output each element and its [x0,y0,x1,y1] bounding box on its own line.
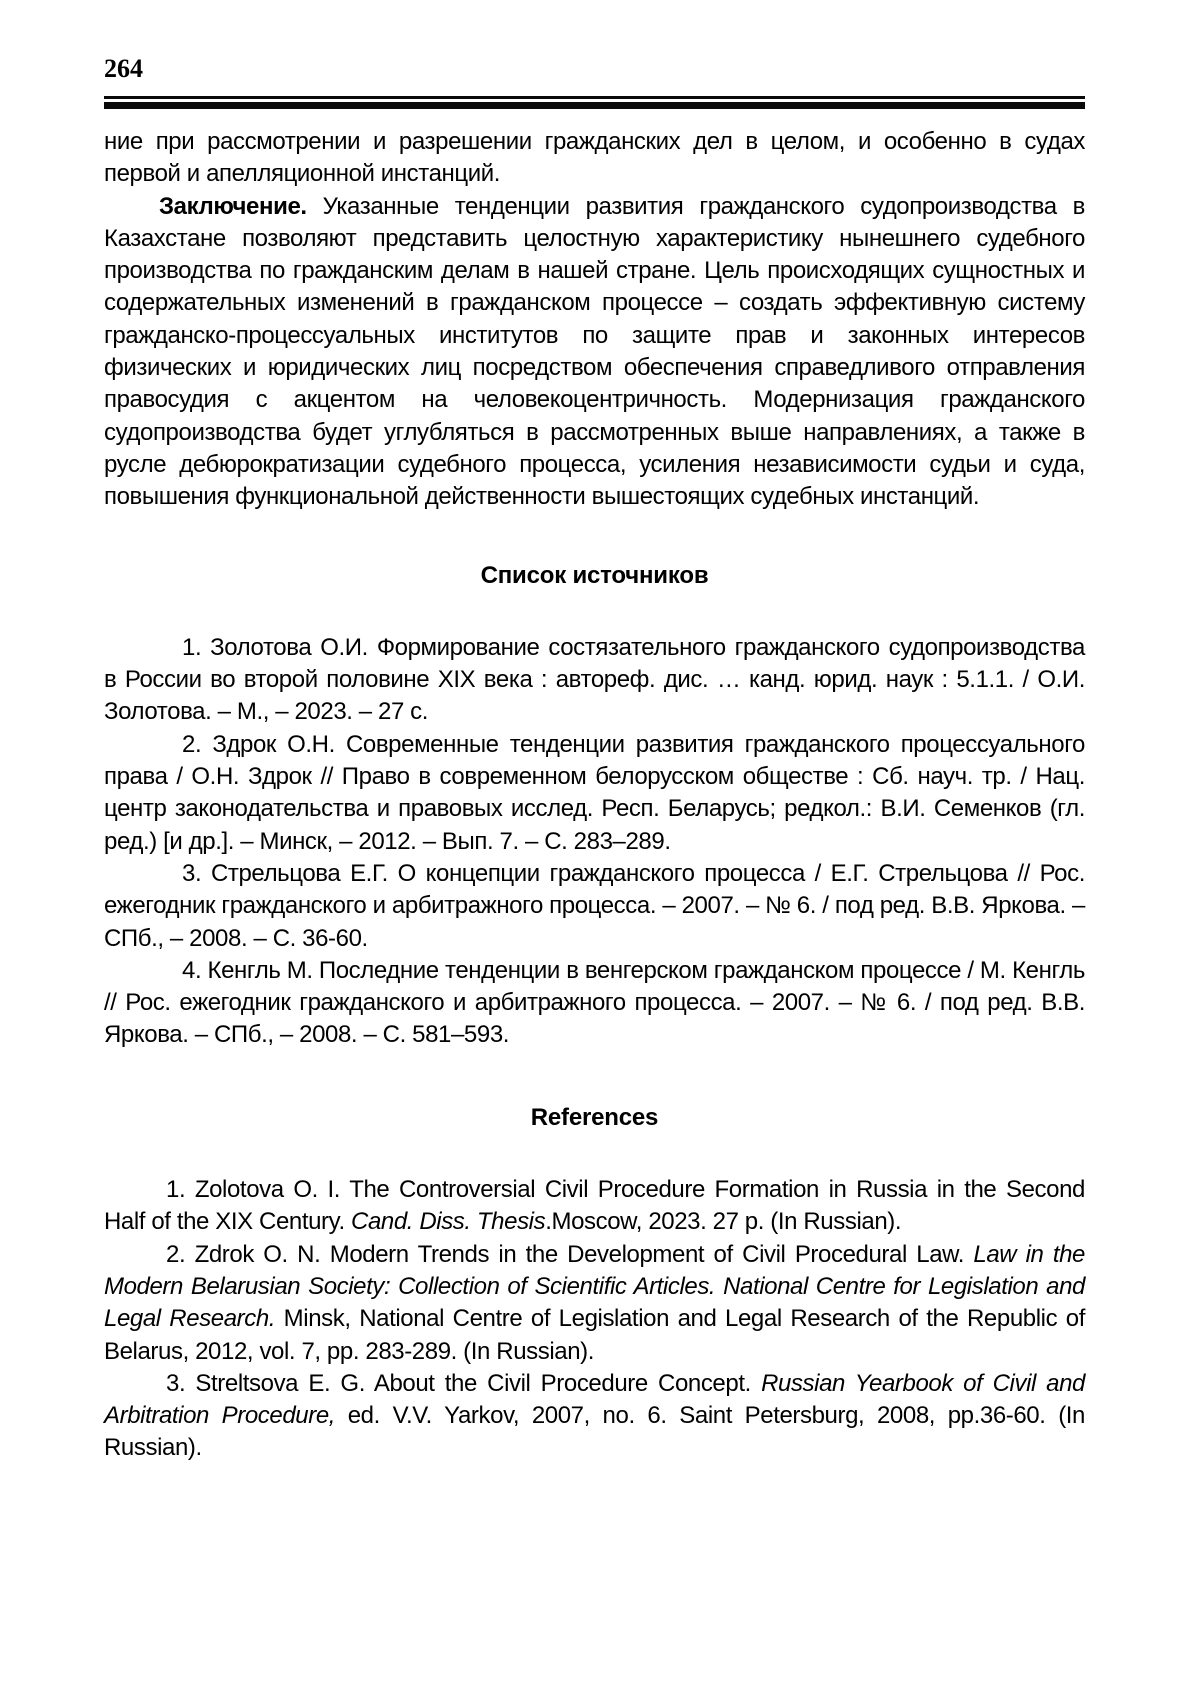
references-heading: References [530,1103,659,1131]
reference-item-1: 1. Zolotova O. I. The Controversial Civil Procedure Formation in Russia in the Second Half of the XIX Century. Cand. Diss. Thesis.Moscow, 2023. 27 p. (In Russian). [104,1176,1085,1236]
header-rule [104,96,1085,109]
page-number: 264 [104,54,143,83]
page-header [104,54,1085,109]
sources-list [104,632,1085,1052]
source-item-3: 3. Стрельцова Е.Г. О концепции гражданского процесса / Е.Г. Стрельцова // Рос. ежегодник гражданского и арбитражного процесса. – 2007. – № 6. / под ред. В.В. Яркова. – СПб., – 2008. – С. 36-60. [104,859,1085,952]
source-item-1: 1. Золотова О.И. Формирование состязательного гражданского судопроизводства в России во второй половине XIX века : автореф. дис. … канд. юрид. наук : 5.1.1. / О.И. Золотова. – М., – 2023. – 27 с. [104,633,1085,726]
header-rule-thick-line [104,102,1085,109]
reference-item-3: 3. Streltsova E. G. About the Civil Procedure Concept. Russian Yearbook of Civil and Arbitration Procedure, ed. V.V. Yarkov, 2007, no. 6. Saint Petersburg, 2008, pp.36-60. (In Russian). [104,1369,1085,1462]
sources-heading: Список источников [480,561,709,589]
source-item-2: 2. Здрок О.Н. Современные тенденции развития гражданского процессуального права / О.Н. Здрок // Право в современном белорусском обществе : Сб. науч. тр. / Нац. центр законодательства и правовых исслед. Респ. Беларусь; редкол.: В.И. Семенков (гл. ред.) [и др.]. – Минск, – 2012. – Вып. 7. – С. 283–289. [104,730,1085,855]
source-item-4: 4. Кенгль М. Последние тенденции в венгерском гражданском процессе / М. Кенгль // Рос. ежегодник гражданского и арбитражного процесса. – 2007. – № 6. / под ред. В.В. Яркова. – СПб., – 2008. – С. 581–593. [104,956,1085,1049]
paragraph-continuation: ние при рассмотрении и разрешении гражданских дел в целом, и особенно в судах первой и апелляционной инстанций. [104,128,1085,188]
references-list [104,1174,1085,1465]
body-text [104,126,1085,514]
reference-item-2: 2. Zdrok O. N. Modern Trends in the Development of Civil Procedural Law. Law in the Modern Belarusian Society: Collection of Scientific Articles. National Centre for Legislation and Legal Research. Minsk, National Centre of Legislation and Legal Research of the Republic of Belarus, 2012, vol. 7, pp. 283-289. (In Russian). [104,1240,1085,1365]
paragraph-conclusion: Заключение. Указанные тенденции развития гражданского судопроизводства в Казахстане позволяют представить целостную характеристику нынешнего судебного производства по гражданским делам в нашей стране. Цель происходящих сущностных и содержательных изменений в гражданском процессе – создать эффективную систему гражданско-процессуальных институтов по защите прав и законных интересов физических и юридических лиц посредством обеспечения справедливого отправления правосудия с акцентом на человекоцентричность. Модернизация гражданского судопроизводства будет углубляться в рассмотренных выше направлениях, а также в русле дебюрократизации судебного процесса, усиления независимости судьи и суда, повышения функциональной действенности вышестоящих судебных инстанций. [104,192,1085,511]
